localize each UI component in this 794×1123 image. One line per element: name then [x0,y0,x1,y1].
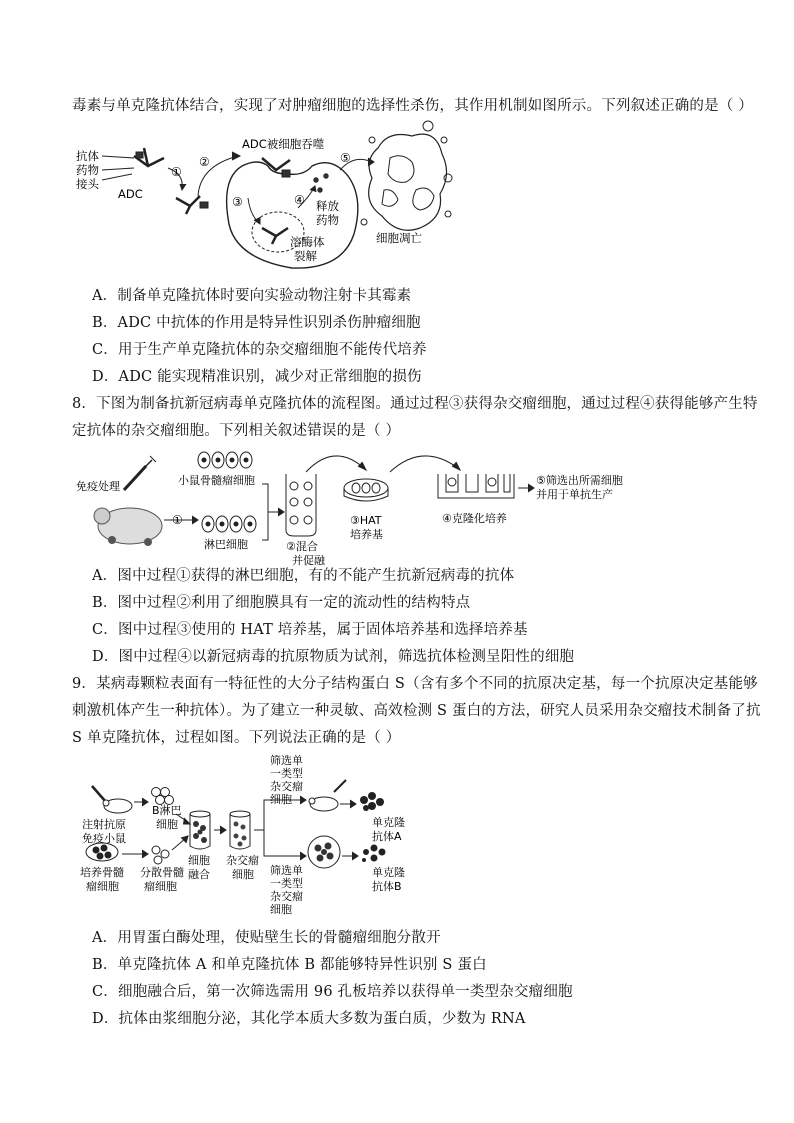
label-hybridoma-2: 细胞 [232,868,254,881]
label-lymph: 淋巴细胞 [204,538,248,551]
label-antibody: 抗体 [76,149,99,163]
q9-stem-line-2: 刺激机体产生一种抗体）。为了建立一种灵敏、高效检测 S 蛋白的方法，研究人员采用杂交瘤技术制备了抗 [72,703,761,719]
q8-stem-line-2: 定抗体的杂交瘤细胞。下列相关叙述错误的是（ ） [72,423,401,439]
q9-option-d: D．抗体由浆细胞分泌，其化学本质大多数为蛋白质，少数为 RNA [92,1011,526,1027]
q8-stem-line-1: 8．下图为制备抗新冠病毒单克隆抗体的流程图。通过过程③获得杂交瘤细胞，通过过程④获得能够产生特 [72,396,758,412]
label-culture-2: 瘤细胞 [86,880,119,893]
label-antibody-a-1: 单克隆 [372,816,405,829]
label-top-3: 杂交瘤 [270,780,303,793]
q9-option-c: C．细胞融合后，第一次筛选需用 96 孔板培养以获得单一类型杂交瘤细胞 [92,984,573,1000]
label-adc: ADC [118,187,143,201]
q8-option-a: A．图中过程①获得的淋巴细胞，有的不能产生抗新冠病毒的抗体 [92,568,515,584]
q9-stem-line-3: S 单克隆抗体，过程如图。下列说法正确的是（ ） [72,730,401,746]
q8-option-c: C．图中过程③使用的 HAT 培养基，属于固体培养基和选择培养基 [92,622,528,638]
label-top-4: 细胞 [270,793,292,806]
q8-option-d: D．图中过程④以新冠病毒的抗原物质为试剂，筛选抗体检测呈阳性的细胞 [92,649,575,665]
label-lysosome-1: 溶酶体 [290,235,325,249]
label-cell-death: 细胞凋亡 [376,231,422,245]
q7-stem: 毒素与单克隆抗体结合，实现了对肿瘤细胞的选择性杀伤，其作用机制如图所示。下列叙述正确的是（ ） [72,98,754,114]
step-1: ① [172,513,183,527]
label-mix-2: 并促融 [292,554,325,567]
label-bottom-3: 杂交瘤 [270,890,303,903]
label-b-cell-2: 细胞 [156,818,178,831]
label-mix-1: ②混合 [286,540,318,553]
q7-option-a: A．制备单克隆抗体时要向实验动物注射卡其霉素 [92,288,412,304]
label-bottom-1: 筛选单 [270,864,303,877]
label-hat-1: ③HAT [350,514,382,527]
q7-option-b: B．ADC 中抗体的作用是特异性识别杀伤肿瘤细胞 [92,315,421,331]
label-screen-1: ⑤筛选出所需细胞 [536,474,623,487]
q7-option-d: D．ADC 能实现精准识别，减少对正常细胞的损伤 [92,369,422,385]
label-bottom-4: 细胞 [270,903,292,916]
label-antibody-a-2: 抗体A [372,830,402,843]
step-3: ③ [232,195,243,209]
label-drug: 药物 [76,163,99,177]
label-inject-1: 注射抗原 [82,818,126,831]
step-5: ⑤ [340,151,351,165]
label-immunize: 免疫处理 [76,480,120,493]
label-bottom-2: 一类型 [270,877,303,890]
label-hybridoma-1: 杂交瘤 [226,854,259,867]
q8-figure-antibody-flow [72,444,652,567]
q9-stem-line-1: 9．某病毒颗粒表面有一特征性的大分子结构蛋白 S（含有多个不同的抗原决定基，每一个抗原决定基能够 [72,676,758,692]
q8-option-b: B．图中过程②利用了细胞膜具有一定的流动性的结构特点 [92,595,471,611]
q7-option-c: C．用于生产单克隆抗体的杂交瘤细胞不能传代培养 [92,342,427,358]
label-myeloma: 小鼠骨髓瘤细胞 [178,474,255,487]
step-1: ① [171,165,182,179]
label-antibody-b-1: 单克隆 [372,866,405,879]
label-top-2: 一类型 [270,767,303,780]
label-linker: 接头 [76,177,99,191]
label-lysosome-2: 裂解 [294,249,317,263]
label-disperse-1: 分散骨髓 [140,866,184,879]
label-b-cell-1: B淋巴 [152,804,182,817]
label-release-2: 药物 [316,213,339,227]
label-fuse-2: 融合 [188,868,210,881]
label-screen-2: 并用于单抗生产 [536,488,613,501]
label-fuse-1: 细胞 [188,854,210,867]
label-antibody-b-2: 抗体B [372,880,402,893]
q9-figure-hybridoma [72,752,492,918]
label-clone: ④克隆化培养 [442,512,507,525]
label-disperse-2: 瘤细胞 [144,880,177,893]
q7-figure-adc-mechanism [72,118,452,278]
label-release-1: 释放 [316,199,339,213]
label-culture-1: 培养骨髓 [80,866,124,879]
label-inject-2: 免疫小鼠 [82,832,126,845]
label-hat-2: 培养基 [350,528,383,541]
label-engulfed: ADC被细胞吞噬 [242,137,325,151]
label-top-1: 筛选单 [270,754,303,767]
step-2: ② [199,155,210,169]
q9-option-b: B．单克隆抗体 A 和单克隆抗体 B 都能够特异性识别 S 蛋白 [92,957,487,973]
q9-option-a: A．用胃蛋白酶处理，使贴壁生长的骨髓瘤细胞分散开 [92,930,441,946]
step-4: ④ [294,193,305,207]
